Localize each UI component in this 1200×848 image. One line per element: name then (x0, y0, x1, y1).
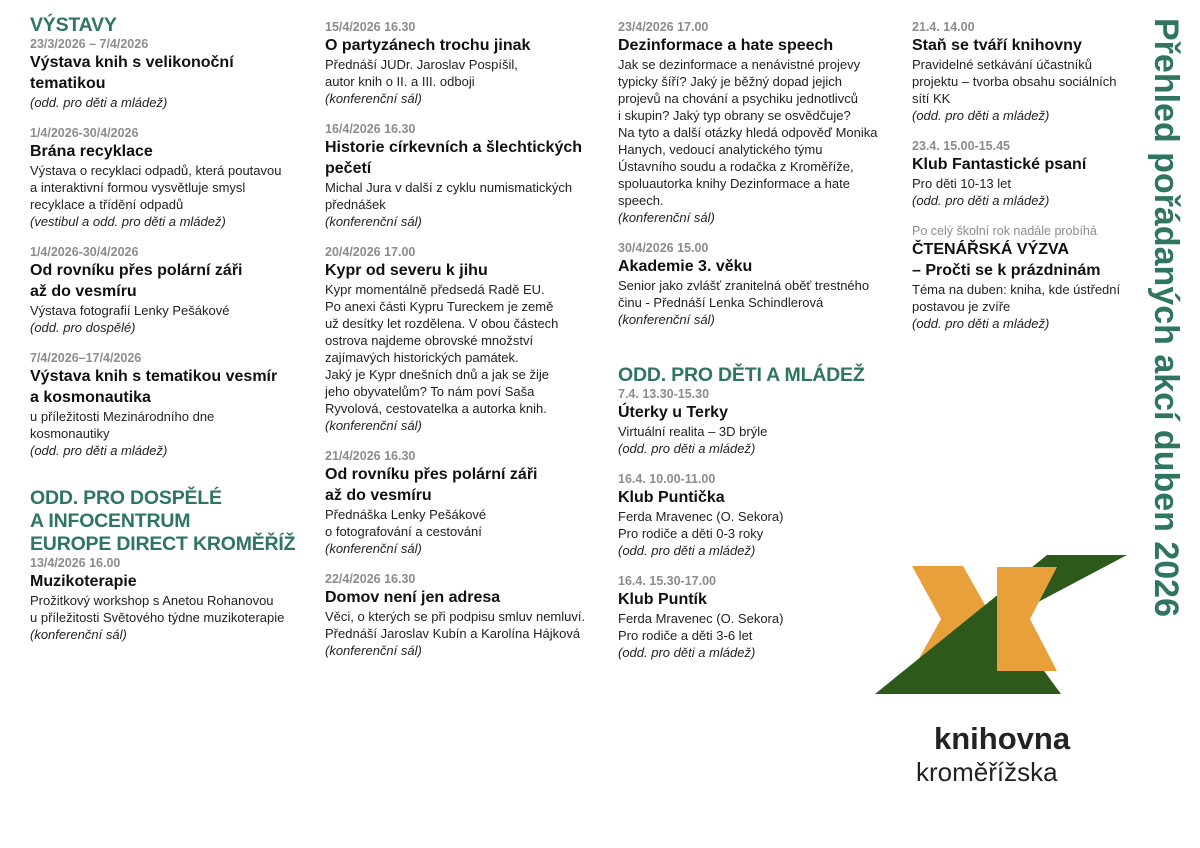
event-item (618, 241, 888, 328)
event-description: Hanych, vedoucí analytického týmu (618, 142, 823, 157)
event-title: Domov není jen adresa (325, 589, 501, 606)
event-date: 13/4/2026 16.00 (30, 556, 121, 570)
event-item (325, 122, 595, 230)
event-date: 7/4/2026–17/4/2026 (30, 351, 142, 365)
event-item (325, 449, 595, 557)
event-description: Výstava o recyklaci odpadů, která poutavou (30, 163, 282, 178)
event-place: (odd. pro děti a mládež) (618, 441, 756, 456)
event-place: (konferenční sál) (325, 541, 422, 556)
event-title: Akademie 3. věku (618, 258, 753, 275)
event-description: činu - Přednáší Lenka Schindlerová (618, 295, 824, 310)
event-description: typicky šíří? Jaký je běžný dopad jejich (618, 74, 842, 89)
page-title: Přehled pořádaných akcí duben 2026 (1147, 18, 1185, 618)
event-title: až do vesmíru (325, 487, 432, 504)
event-item (618, 387, 888, 457)
event-place: (odd. pro děti a mládež) (912, 316, 1050, 331)
column-4 (912, 20, 1137, 347)
event-place: (konferenční sál) (30, 627, 127, 642)
event-description: Na tyto a další otázky hledá odpověď Monika (618, 125, 878, 140)
event-description: projektu – tvorba obsahu sociálních (912, 74, 1117, 89)
event-date: 15/4/2026 16.30 (325, 20, 416, 34)
event-title: tematikou (30, 75, 106, 92)
event-date: 7.4. 13.30-15.30 (618, 387, 710, 401)
event-description: Jak se dezinformace a nenávistné projevy (618, 57, 861, 72)
event-description: Ferda Mravenec (O. Sekora) (618, 509, 784, 524)
event-item (325, 245, 595, 434)
event-place: (konferenční sál) (325, 418, 422, 433)
event-description: postavou je zvíře (912, 299, 1011, 314)
library-logo-icon (875, 555, 1130, 715)
event-description: Senior jako zvlášť zranitelná oběť trestného (618, 278, 870, 293)
event-description: i skupin? Jaký typ obrany se osvědčuje? (618, 108, 851, 123)
event-date: 16.4. 10.00-11.00 (618, 472, 716, 486)
event-place: (odd. pro děti a mládež) (30, 443, 168, 458)
event-title: Dezinformace a hate speech (618, 37, 834, 54)
event-place: (konferenční sál) (618, 312, 715, 327)
event-date: 21/4/2026 16.30 (325, 449, 416, 463)
event-description: Přednáší JUDr. Jaroslav Pospíšil, (325, 57, 518, 72)
event-description: Kypr momentálně předsedá Radě EU. (325, 282, 545, 297)
event-date: 22/4/2026 16.30 (325, 572, 416, 586)
event-description: Ryvolová, cestovatelka a autorka knih. (325, 401, 547, 416)
column-1 (30, 14, 300, 658)
section-heading-children: ODD. PRO DĚTI A MLÁDEŽ (618, 364, 865, 386)
event-title: Staň se tváří knihovny (912, 37, 1082, 54)
event-title: Výstava knih s tematikou vesmír (30, 368, 278, 385)
section-heading-adults: A INFOCENTRUM (30, 510, 191, 532)
event-place: (odd. pro dospělé) (30, 320, 136, 335)
event-description: o fotografování a cestování (325, 524, 482, 539)
event-item (618, 20, 888, 226)
event-item (30, 126, 300, 230)
event-place: (odd. pro děti a mládež) (30, 95, 168, 110)
event-item (30, 556, 300, 643)
event-description: už desítky let rozdělena. V obou částech (325, 316, 559, 331)
event-place: (odd. pro děti a mládež) (618, 645, 756, 660)
event-description: Michal Jura v další z cyklu numismatických (325, 180, 573, 195)
event-date: 30/4/2026 15.00 (618, 241, 709, 255)
event-item (618, 574, 888, 661)
event-place: (konferenční sál) (325, 214, 422, 229)
event-description: Věci, o kterých se při podpisu smluv nemluví. (325, 609, 586, 624)
event-description: spoluautorka knihy Dezinformace a hate (618, 176, 850, 191)
event-title: Úterky u Terky (618, 404, 728, 421)
event-item (325, 20, 595, 107)
event-date: 16.4. 15.30-17.00 (618, 574, 716, 588)
event-place: (odd. pro děti a mládež) (912, 193, 1050, 208)
event-place: (vestibul a odd. pro děti a mládež) (30, 214, 226, 229)
event-item (912, 20, 1137, 124)
section-heading-exhibitions: VÝSTAVY (30, 14, 117, 36)
event-date: 21.4. 14.00 (912, 20, 975, 34)
event-title: Klub Puntička (618, 489, 725, 506)
event-title: Kypr od severu k jihu (325, 262, 488, 279)
event-place: (odd. pro děti a mládež) (618, 543, 756, 558)
event-description: Přednáška Lenky Pešákové (325, 507, 487, 522)
logo-text-line1: knihovna (934, 721, 1071, 756)
event-title: až do vesmíru (30, 283, 137, 300)
event-item (912, 139, 1137, 209)
event-title: Od rovníku přes polární záři (30, 262, 243, 279)
event-title: Klub Puntík (618, 591, 707, 608)
event-description: sítí KK (912, 91, 951, 106)
event-place: (konferenční sál) (618, 210, 715, 225)
event-date: 23.4. 15.00-15.45 (912, 139, 1010, 153)
event-description: autor knih o II. a III. odboji (325, 74, 475, 89)
event-description: u příležitosti Mezinárodního dne (30, 409, 215, 424)
section-heading-adults: ODD. PRO DOSPĚLÉ (30, 487, 222, 509)
event-place: (odd. pro děti a mládež) (912, 108, 1050, 123)
section-heading-adults: EUROPE DIRECT KROMĚŘÍŽ (30, 533, 296, 555)
event-title: pečetí (325, 160, 372, 177)
event-place: (konferenční sál) (325, 91, 422, 106)
event-description: a interaktivní formou vysvětluje smysl (30, 180, 246, 195)
event-title: O partyzánech trochu jinak (325, 37, 531, 54)
event-prelude: Po celý školní rok nadále probíhá (912, 224, 1097, 238)
event-description: Přednáší Jaroslav Kubín a Karolína Hájková (325, 626, 581, 641)
event-date: 23/4/2026 17.00 (618, 20, 709, 34)
event-date: 1/4/2026-30/4/2026 (30, 126, 139, 140)
event-description: recyklace a třídění odpadů (30, 197, 184, 212)
event-title: ČTENÁŘSKÁ VÝZVA (912, 241, 1070, 258)
event-title: – Pročti se k prázdninám (912, 262, 1101, 279)
event-place: (konferenční sál) (325, 643, 422, 658)
event-item (325, 572, 595, 659)
event-description: speech. (618, 193, 664, 208)
event-title: Od rovníku přes polární záři (325, 466, 538, 483)
event-description: u příležitosti Světového týdne muzikoterapie (30, 610, 285, 625)
event-description: Téma na duben: kniha, kde ústřední (912, 282, 1121, 297)
event-description: kosmonautiky (30, 426, 110, 441)
event-description: přednášek (325, 197, 386, 212)
event-title: Muzikoterapie (30, 573, 137, 590)
event-description: Pro rodiče a děti 0-3 roky (618, 526, 764, 541)
event-title: Brána recyklace (30, 143, 153, 160)
column-3 (618, 20, 888, 676)
event-description: ostrova najdeme obrovské množství (325, 333, 534, 348)
event-description: Ferda Mravenec (O. Sekora) (618, 611, 784, 626)
event-title: Historie církevních a šlechtických (325, 139, 583, 156)
event-description: projevů na chování a psychiku jednotlivců (618, 91, 858, 106)
event-description: Po anexi části Kypru Tureckem je země (325, 299, 554, 314)
event-item (912, 224, 1137, 332)
event-description: zajímavých historických památek. (325, 350, 519, 365)
event-date: 20/4/2026 17.00 (325, 245, 416, 259)
event-description: Výstava fotografií Lenky Pešákové (30, 303, 230, 318)
event-description: Ústavního soudu a rodačka z Kroměříže, (618, 159, 854, 174)
event-title: Výstava knih s velikonoční (30, 54, 234, 71)
event-description: Jaký je Kypr dnešních dnů a jak se žije (325, 367, 550, 382)
event-item (30, 245, 300, 336)
event-date: 23/3/2026 – 7/4/2026 (30, 37, 149, 51)
event-description: jeho obyvatelům? To nám poví Saša (325, 384, 535, 399)
event-description: Pravidelné setkávání účastníků (912, 57, 1092, 72)
event-description: Pro rodiče a děti 3-6 let (618, 628, 753, 643)
event-date: 16/4/2026 16.30 (325, 122, 416, 136)
event-description: Prožitkový workshop s Anetou Rohanovou (30, 593, 274, 608)
event-item (30, 37, 300, 111)
event-title: a kosmonautika (30, 389, 151, 406)
event-description: Pro děti 10-13 let (912, 176, 1012, 191)
event-date: 1/4/2026-30/4/2026 (30, 245, 139, 259)
event-item (30, 351, 300, 459)
event-description: Virtuální realita – 3D brýle (618, 424, 768, 439)
event-title: Klub Fantastické psaní (912, 156, 1087, 173)
column-2 (325, 20, 595, 674)
logo-text-line2: kroměřížska (916, 757, 1058, 787)
event-item (618, 472, 888, 559)
